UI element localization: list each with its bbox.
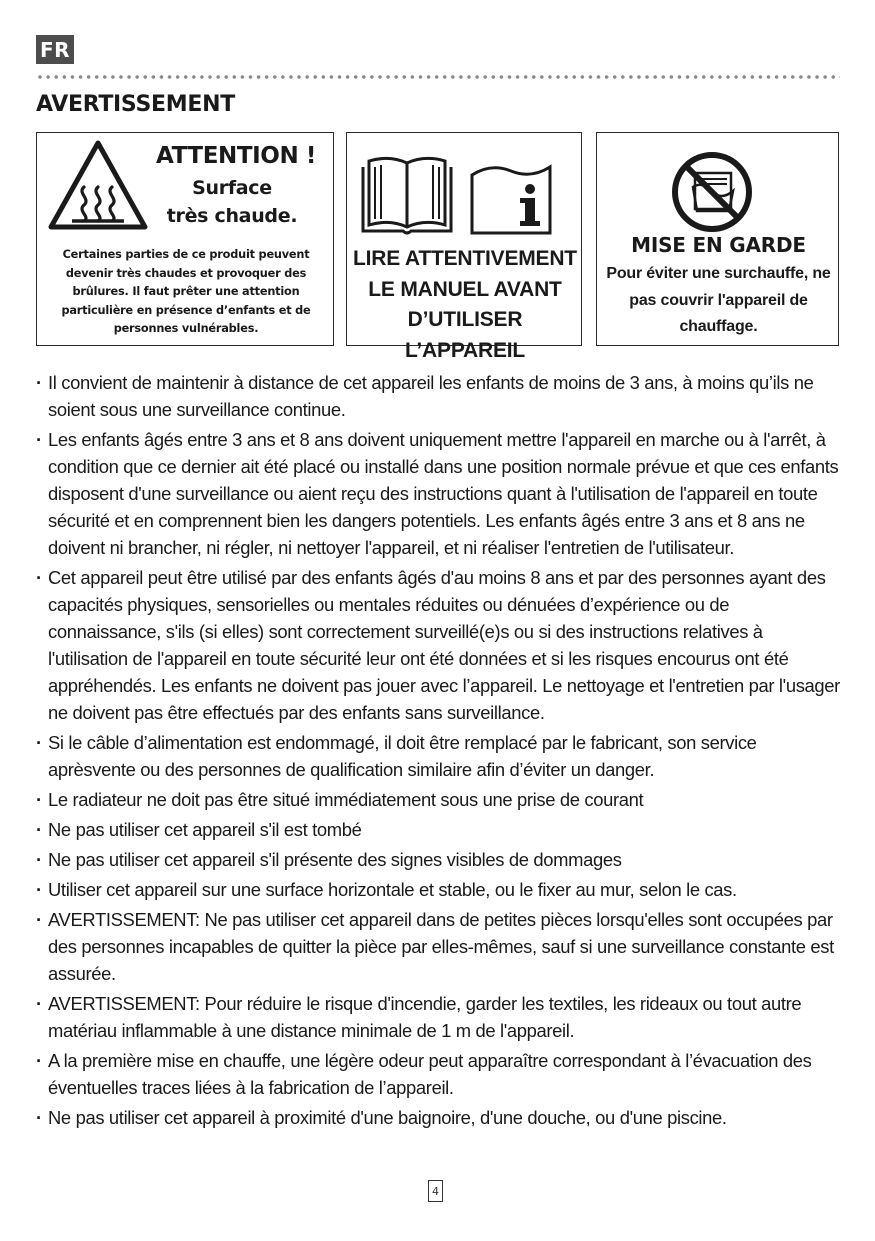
mise-en-garde-title: MISE EN GARDE <box>631 233 806 257</box>
attention-title: ATTENTION ! <box>155 143 317 169</box>
hot-surface-panel <box>36 132 334 346</box>
list-item: · Ne pas utiliser cet appareil s'il est tombé <box>36 816 840 843</box>
mise-en-garde-text: Pour éviter une surchauffe, ne pas couvrir l'appareil de chauffage. <box>606 265 831 335</box>
do-not-cover-icon <box>671 151 753 233</box>
info-icon <box>469 159 553 237</box>
language-badge: FR <box>36 35 74 64</box>
hot-subtitle-line1: Surface <box>192 177 272 199</box>
manual-line1: LIRE ATTENTIVEMENT <box>353 247 577 270</box>
list-item: · AVERTISSEMENT: Pour réduire le risque d'incendie, garder les textiles, les rideaux ou tout autre matériau inflammable à une distance minimale de 1 m de l'appareil. <box>36 990 840 1044</box>
list-item: · A la première mise en chauffe, une légère odeur peut apparaître correspondant à l’évacuation des éventuelles traces liées à la fabrication de l’appareil. <box>36 1047 840 1101</box>
list-item: · Ne pas utiliser cet appareil s'il présente des signes visibles de dommages <box>36 846 840 873</box>
hot-subtitle-line2: très chaude. <box>166 205 298 227</box>
list-item: · Utiliser cet appareil sur une surface horizontale et stable, ou le fixer au mur, selon le cas. <box>36 876 840 903</box>
list-item: · Le radiateur ne doit pas être situé immédiatement sous une prise de courant <box>36 786 840 813</box>
do-not-cover-panel <box>596 132 839 346</box>
manual-line2: LE MANUEL AVANT <box>368 277 562 301</box>
manual-line3: D’UTILISER L’APPAREIL <box>404 308 526 362</box>
read-manual-text <box>347 244 583 366</box>
dotted-divider <box>36 74 840 80</box>
warnings-list <box>36 369 840 1134</box>
list-item: · Si le câble d’alimentation est endommagé, il doit être remplacé par le fabricant, son service aprèsvente ou des personnes de qualification similaire afin d’éviter un danger. <box>36 729 840 783</box>
list-item: · Ne pas utiliser cet appareil à proximité d'une baignoire, d'une douche, ou d'une piscine. <box>36 1104 840 1131</box>
hot-surface-description: Certaines parties de ce produit peuvent devenir très chaudes et provoquer des brûlures. Il faut prêter une attention particulière en présence d’enfants et de personnes vulnérables. <box>61 248 311 336</box>
read-manual-panel <box>346 132 582 362</box>
list-item: · Cet appareil peut être utilisé par des enfants âgés d'au moins 8 ans et par des personnes ayant des capacités physiques, sensorielles ou mentales réduites ou dénuées d’expérience ou de connaissance, s'ils (si elles) sont correctement surveillé(e)s ou si des instructions relatives à l'utilisation de l'appareil en toute sécurité leur ont été données et si les risques encourus ont été appréhendés. Les enfants ne doivent pas jouer avec l’appareil. Le nettoyage et l'entretien par l'usager ne doivent pas être effectués par des enfants sans surveillance. <box>36 564 840 726</box>
list-item: · AVERTISSEMENT: Ne pas utiliser cet appareil dans de petites pièces lorsqu'elles sont occupées par des personnes incapables de quitter la pièce par elles-mêmes, sauf si une surveillance constante est assurée. <box>36 906 840 987</box>
page-number: 4 <box>428 1180 443 1202</box>
list-item: · Il convient de maintenir à distance de cet appareil les enfants de moins de 3 ans, à moins qu’ils ne soient sous une surveillance continue. <box>36 369 840 423</box>
hot-surface-warning-icon <box>46 139 150 233</box>
book-icon <box>359 155 455 237</box>
list-item: · Les enfants âgés entre 3 ans et 8 ans doivent uniquement mettre l'appareil en marche ou à l'arrêt, à condition que ce dernier ait été placé ou installé dans une position normale prévue et que ces enfants disposent d'une surveillance ou aient reçu des instructions quant à l'utilisation de l'appareil en toute sécurité et en comprennent bien les dangers potentiels. Les enfants âgés entre 3 ans et 8 ans ne doivent ni brancher, ni régler, ni nettoyer l'appareil, et ni réaliser l'entretien de l'utilisateur. <box>36 426 840 561</box>
page-title: AVERTISSEMENT <box>36 92 235 117</box>
